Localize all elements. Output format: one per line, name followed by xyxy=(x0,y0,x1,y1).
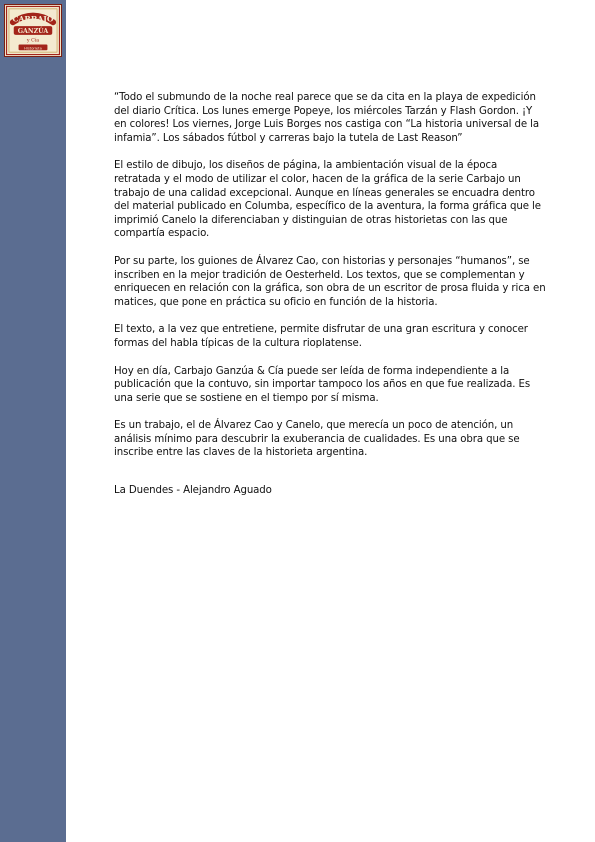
carbajo-logo xyxy=(4,4,62,57)
paragraph-quote: “Todo el submundo de la noche real parece que se da cita en la playa de expedición del diario Crítica. Los lunes emerge Popeye, los miércoles Tarzán y Flash Gordon. ¡Y en colores! Los viernes, Jorge Luis Borges nos castiga con “La historia universal de la infamia”. Los sábados fútbol y carreras bajo la tutela de Last Reason” xyxy=(114,92,540,144)
sidebar-band xyxy=(0,0,66,842)
paragraph-today: Hoy en día, Carbajo Ganzúa & Cía puede ser leída de forma independiente a la publicación que la contuvo, sin importar tampoco los años en que fue realizada. Es una serie que se sostiene en el tiempo por sí misma. xyxy=(114,365,531,404)
logo-cia: y Cía xyxy=(26,38,40,44)
signature: La Duendes - Alejandro Aguado xyxy=(114,485,272,497)
logo-title: CARBAJO xyxy=(12,14,54,24)
paragraph-scripts: Por su parte, los guiones de Álvarez Cao, con historias y personajes “humanos”, se inscriben en la mejor tradición de Oesterheld. Los textos, que se complementan y enriquecen en relación con la gráfica, son obra de un escritor de prosa fluida y rica en matices, que pone en práctica su oficio en función de la historia. xyxy=(114,255,546,308)
article-body xyxy=(114,91,546,512)
paragraph-text: El texto, a la vez que entretiene, permite disfrutar de una gran escritura y conocer formas del habla típicas de la cultura rioplatense. xyxy=(114,324,528,349)
paragraph-conclusion: Es un trabajo, el de Álvarez Cao y Canelo, que merecía un poco de atención, un análisis mínimo para descubrir la exuberancia de cualidades. Es una obra que se inscribe entre las claves de la historieta argentina. xyxy=(114,420,520,459)
logo-footer: Historieta xyxy=(24,46,42,51)
paragraph-style: El estilo de dibujo, los diseños de página, la ambientación visual de la época retratada y el modo de utilizar el color, hacen de la gráfica de la serie Carbajo un trabajo de una calidad excepcional. Aunque en líneas generales se encuadra dentro del material publicado en Columba, específico de la aventura, la forma gráfica que le imprimió Canelo la diferenciaban y distinguian de otras historietas con las que compartía espacio. xyxy=(114,160,541,240)
logo-subtitle: GANZÚA xyxy=(17,27,49,35)
logo-emblem-icon xyxy=(5,5,61,56)
